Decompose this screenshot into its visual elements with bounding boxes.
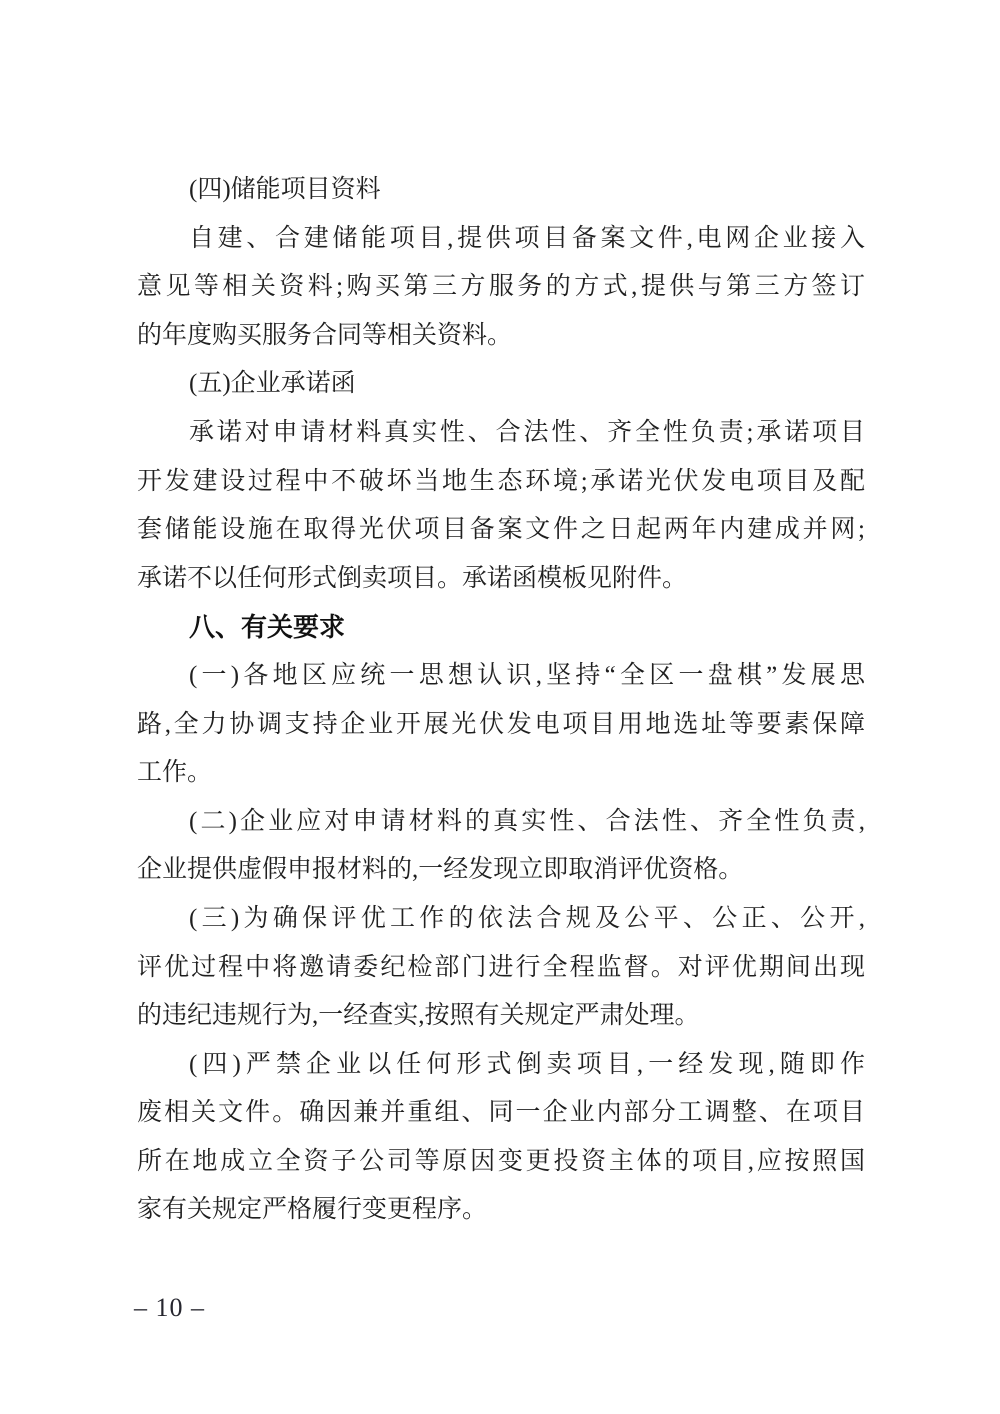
document-line: 自建、合建储能项目,提供项目备案文件,电网企业接入 (189, 224, 865, 252)
document-line: (三)为确保评优工作的依法合规及公平、公正、公开, (189, 904, 865, 932)
document-line: 路,全力协调支持企业开展光伏发电项目用地选址等要素保障 (137, 710, 865, 738)
document-content (137, 166, 865, 1235)
document-line: 承诺对申请材料真实性、合法性、齐全性负责;承诺项目 (189, 418, 865, 446)
document-line: (二)企业应对申请材料的真实性、合法性、齐全性负责, (189, 807, 865, 835)
document-line: 工作。 (137, 759, 213, 787)
section-heading-8: 八、有关要求 (189, 612, 346, 643)
document-line: 评优过程中将邀请委纪检部门进行全程监督。对评优期间出现 (137, 953, 865, 981)
document-line: 所在地成立全资子公司等原因变更投资主体的项目,应按照国 (137, 1147, 865, 1175)
subsection-heading-5: (五)企业承诺函 (189, 370, 356, 398)
page-number: – 10 – (134, 1293, 205, 1322)
document-line: (一)各地区应统一思想认识,坚持“全区一盘棋”发展思 (189, 661, 865, 689)
subsection-heading-4: (四)储能项目资料 (189, 176, 381, 203)
document-line: 的违纪违规行为,一经查实,按照有关规定严肃处理。 (137, 1002, 700, 1030)
document-line: (四)严禁企业以任何形式倒卖项目,一经发现,随即作 (189, 1050, 865, 1078)
document-line: 意见等相关资料;购买第三方服务的方式,提供与第三方签订 (137, 273, 865, 301)
document-line: 企业提供虚假申报材料的,一经发现立即取消评优资格。 (137, 856, 744, 884)
document-line: 承诺不以任何形式倒卖项目。承诺函模板见附件。 (137, 564, 688, 592)
document-line: 家有关规定严格履行变更程序。 (137, 1196, 488, 1224)
document-line: 开发建设过程中不破坏当地生态环境;承诺光伏发电项目及配 (137, 467, 865, 495)
document-line: 的年度购买服务合同等相关资料。 (137, 321, 513, 349)
document-line: 废相关文件。确因兼并重组、同一企业内部分工调整、在项目 (137, 1099, 865, 1127)
document-line: 套储能设施在取得光伏项目备案文件之日起两年内建成并网; (137, 516, 865, 544)
